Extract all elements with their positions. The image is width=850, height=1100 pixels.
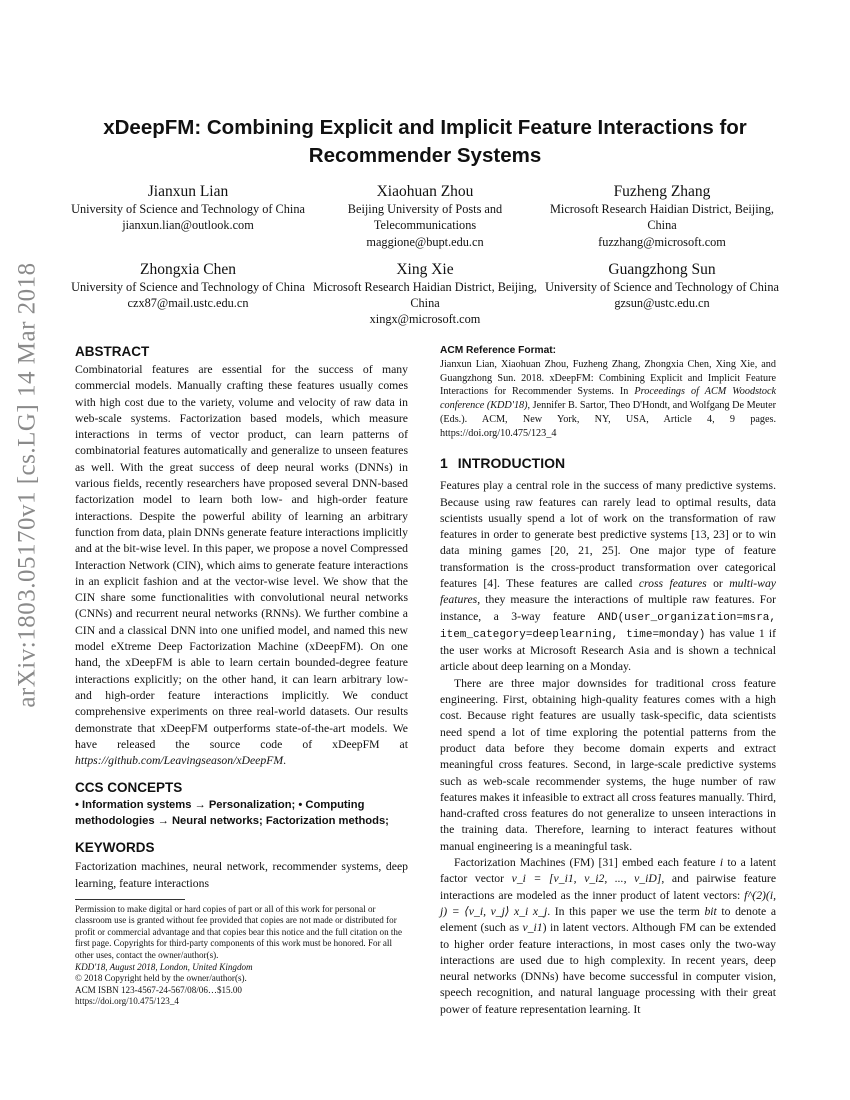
- abstract-heading: ABSTRACT: [75, 344, 150, 359]
- intro-text: to denote a element (such as: [440, 904, 777, 935]
- introduction-heading: [440, 454, 776, 472]
- arxiv-side-stamp: [6, 262, 50, 708]
- section-number: 1: [440, 455, 448, 472]
- permission-text: Permission to make digital or hard copies of part or all of this work for personal or classroom use is granted without fee provided that copies are not made or distributed for profit or commercial advantage and that copies bear this notice and the full citation on the first page. Copyrights for third-party components of this work must be honored. For all other uses, contact the owner/author(s).: [75, 904, 403, 960]
- copyright-line: © 2018 Copyright held by the owner/author(s).: [75, 973, 247, 984]
- author-card: [544, 260, 780, 328]
- term-multi-way-features: multi-way features: [440, 577, 776, 607]
- ccs-heading: CCS CONCEPTS: [75, 780, 183, 796]
- footnote-divider: [75, 899, 185, 900]
- left-column: [75, 343, 408, 1008]
- intro-text: Factorization Machines (FM) [31] embed each feature: [454, 856, 716, 870]
- intro-text: has value 1 if the user works at Microsoft Research Asia and is shown a technical article about deep learning on a Monday.: [440, 626, 777, 674]
- author-email: gzsun@ustc.edu.cn: [614, 296, 710, 311]
- term-bit: bit: [704, 904, 717, 918]
- code-feature-example: AND(user_organization=msra, item_category=deeplearning, time=monday): [440, 611, 777, 641]
- intro-text: or: [706, 577, 730, 590]
- author-card: [544, 182, 780, 250]
- author-row-2: [70, 260, 780, 328]
- author-affiliation: Microsoft Research Haidian District, Beijing, China: [312, 279, 538, 311]
- intro-text: , and pairwise feature interactions are modeled as the inner product of latent vectors:: [440, 872, 777, 902]
- author-row-1: [70, 182, 780, 250]
- source-code-link[interactable]: https://github.com/Leavingseason/xDeepFM: [75, 754, 284, 768]
- term-cross-features: cross features: [638, 577, 707, 590]
- doi-line[interactable]: https://doi.org/10.475/123_4: [75, 996, 179, 1007]
- author-email: maggione@bupt.edu.cn: [366, 234, 484, 249]
- intro-paragraph-3: [440, 855, 776, 1018]
- math-symbol: v_i1: [522, 921, 543, 935]
- intro-text: . In this paper we use the term: [547, 904, 700, 918]
- author-email: fuzzhang@microsoft.com: [598, 234, 726, 249]
- author-name: Zhongxia Chen: [140, 260, 236, 278]
- intro-paragraph-2: There are three major downsides for traditional cross feature engineering. First, obtaining high-quality features comes with a high cost. Because right features are usually task-specific, data scientists need spend a lot of time exploring the potential patterns from the product data before they become domain experts and extract meaningful cross features. Second, in large-scale predictive systems such as web-scale recommender systems, the huge number of raw features makes it infeasible to extract all cross features manually. Third, hand-crafted cross features do not generalize to unseen interactions in the training data. Therefore, learning to interact features without manual engineering is a meaningful task.: [440, 676, 776, 853]
- intro-text: , they measure the interactions of multiple raw features. For instance, a 3-way feature: [440, 593, 776, 623]
- author-name: Jianxun Lian: [147, 183, 229, 200]
- author-card: [307, 260, 543, 328]
- author-card: [70, 182, 306, 250]
- keywords-heading: KEYWORDS: [75, 840, 155, 856]
- author-name: Guangzhong Sun: [608, 260, 716, 278]
- isbn-line: ACM ISBN 123-4567-24-567/08/06…$15.00: [75, 984, 242, 995]
- abstract-text: Combinatorial features are essential for the success of many commercial models. Manually crafting these features usually comes with high cost due to the variety, volume and velocity of raw data in web-scale systems. Factorization based models, which measure interactions in terms of vector product, can learn patterns of combinatorial features automatically and generalize to unseen features as well. With the great success of deep neural works (DNNs) in various fields, recently researchers have proposed several DNN-based factorization model to learn both low- and high-order feature interactions. Despite the powerful ability of learning an arbitrary function from data, plain DNNs generate feature interactions implicitly and at the bit-wise level. In this paper, we propose a novel Compressed Interaction Network (CIN), which aims to generate feature interactions in an explicit fashion and at the vector-wise level. We show that the CIN share some functionalities with convolutional neural networks (CNNs) and recurrent neural networks (RNNs). We further combine a CIN and a classical DNN into one unified model, and named this new model eXtreme Deep Factorization Machine (xDeepFM). On one hand, the xDeepFM is able to learn certain bounded-degree feature interactions explicitly; on the other hand, it can learn arbitrary low- and high-order feature interactions implicitly. We conduct comprehensive experiments on three real-world datasets. Our results demonstrate that xDeepFM outperforms state-of-the-art models. We have released the source code of xDeepFM at: [75, 363, 408, 751]
- author-card: [307, 182, 543, 250]
- author-affiliation: University of Science and Technology of China: [71, 279, 305, 294]
- math-symbol: i: [719, 856, 724, 870]
- paper-title: xDeepFM: Combining Explicit and Implicit Feature Interactions for Recommender Systems: [103, 116, 747, 167]
- section-title: INTRODUCTION: [457, 455, 566, 472]
- ccs-text: • Information systems → Personalization; • Computing methodologies → Neural networks; Factorization methods;: [75, 799, 389, 828]
- math-formula: f^(2)(i, j) = ⟨v_i, v_j⟩ x_i x_j: [440, 888, 776, 918]
- abstract-paragraph: [75, 362, 408, 769]
- author-card: [70, 260, 306, 328]
- arxiv-stamp-text: arXiv:1803.05170v1 [cs.LG] 14 Mar 2018: [14, 262, 42, 708]
- acm-reference-text: [440, 358, 776, 440]
- introduction-body: [440, 478, 776, 1018]
- author-affiliation: University of Science and Technology of China: [71, 202, 305, 216]
- author-email: jianxun.lian@outlook.com: [122, 218, 254, 233]
- author-name: Xiaohuan Zhou: [376, 183, 474, 200]
- intro-text: Features play a central role in the success of many predictive systems. Because using raw features can rarely lead to optimal results, data scientists usually spend a lot of work on the transformation of raw features in order to generate best predictive systems [13, 23] or to win data mining games [20, 21, 25]. One major type of feature transformation is the cross-product transformation over categorical features [4]. These features are called: [440, 479, 776, 590]
- acm-reference-authors: Jianxun Lian, Xiaohuan Zhou, Fuzheng Zhang, Zhongxia Chen, Xing Xie, and Guangzhong Sun. 2018. xDeepFM: Combining Explicit and Implicit Feature Interactions for Recommender Systems. In: [440, 359, 776, 398]
- author-email: xingx@microsoft.com: [369, 312, 481, 327]
- ccs-section: [75, 779, 408, 829]
- acm-reference-venue: Proceedings of ACM Woodstock conference (KDD'18): [440, 386, 776, 412]
- acm-reference-label: ACM Reference Format:: [440, 345, 557, 356]
- intro-text: to a latent factor vector: [440, 856, 777, 886]
- abstract-end: .: [283, 754, 286, 768]
- author-block: [70, 182, 780, 338]
- author-affiliation: Microsoft Research Haidian District, Beijing, China: [549, 202, 775, 233]
- author-name: Fuzheng Zhang: [613, 183, 711, 200]
- math-vector: v_i = [v_i1, v_i2, ..., v_iD]: [511, 872, 662, 886]
- acm-reference-rest: , Jennifer B. Sartor, Theo D'Hondt, and Wolfgang De Meuter (Eds.). ACM, New York, NY, USA, Article 4, 9 pages. https://doi.org/10.475/123_4: [440, 400, 776, 439]
- right-column: [440, 344, 776, 1018]
- keywords-text: Factorization machines, neural network, recommender systems, deep learning, feature interactions: [75, 860, 408, 890]
- author-affiliation: Beijing University of Posts and Telecommunications: [347, 202, 503, 233]
- copyright-footnote: [75, 904, 408, 1008]
- author-email: czx87@mail.ustc.edu.cn: [127, 296, 249, 311]
- venue-line: KDD'18, August 2018, London, United Kingdom: [75, 962, 253, 973]
- intro-paragraph-1: [440, 478, 776, 676]
- author-affiliation: University of Science and Technology of China: [545, 279, 779, 294]
- author-name: Xing Xie: [396, 260, 454, 278]
- keywords-section: [75, 839, 408, 892]
- intro-text: ) in latent vectors. Although FM can be extended to higher order feature interactions, in most cases only the two-way interactions are used due to high complexity. In recent years, deep neural networks (DNNs) have become successful in computer vision, speech recognition, and natural language processing with their great power of feature representation learning. It: [440, 921, 777, 1016]
